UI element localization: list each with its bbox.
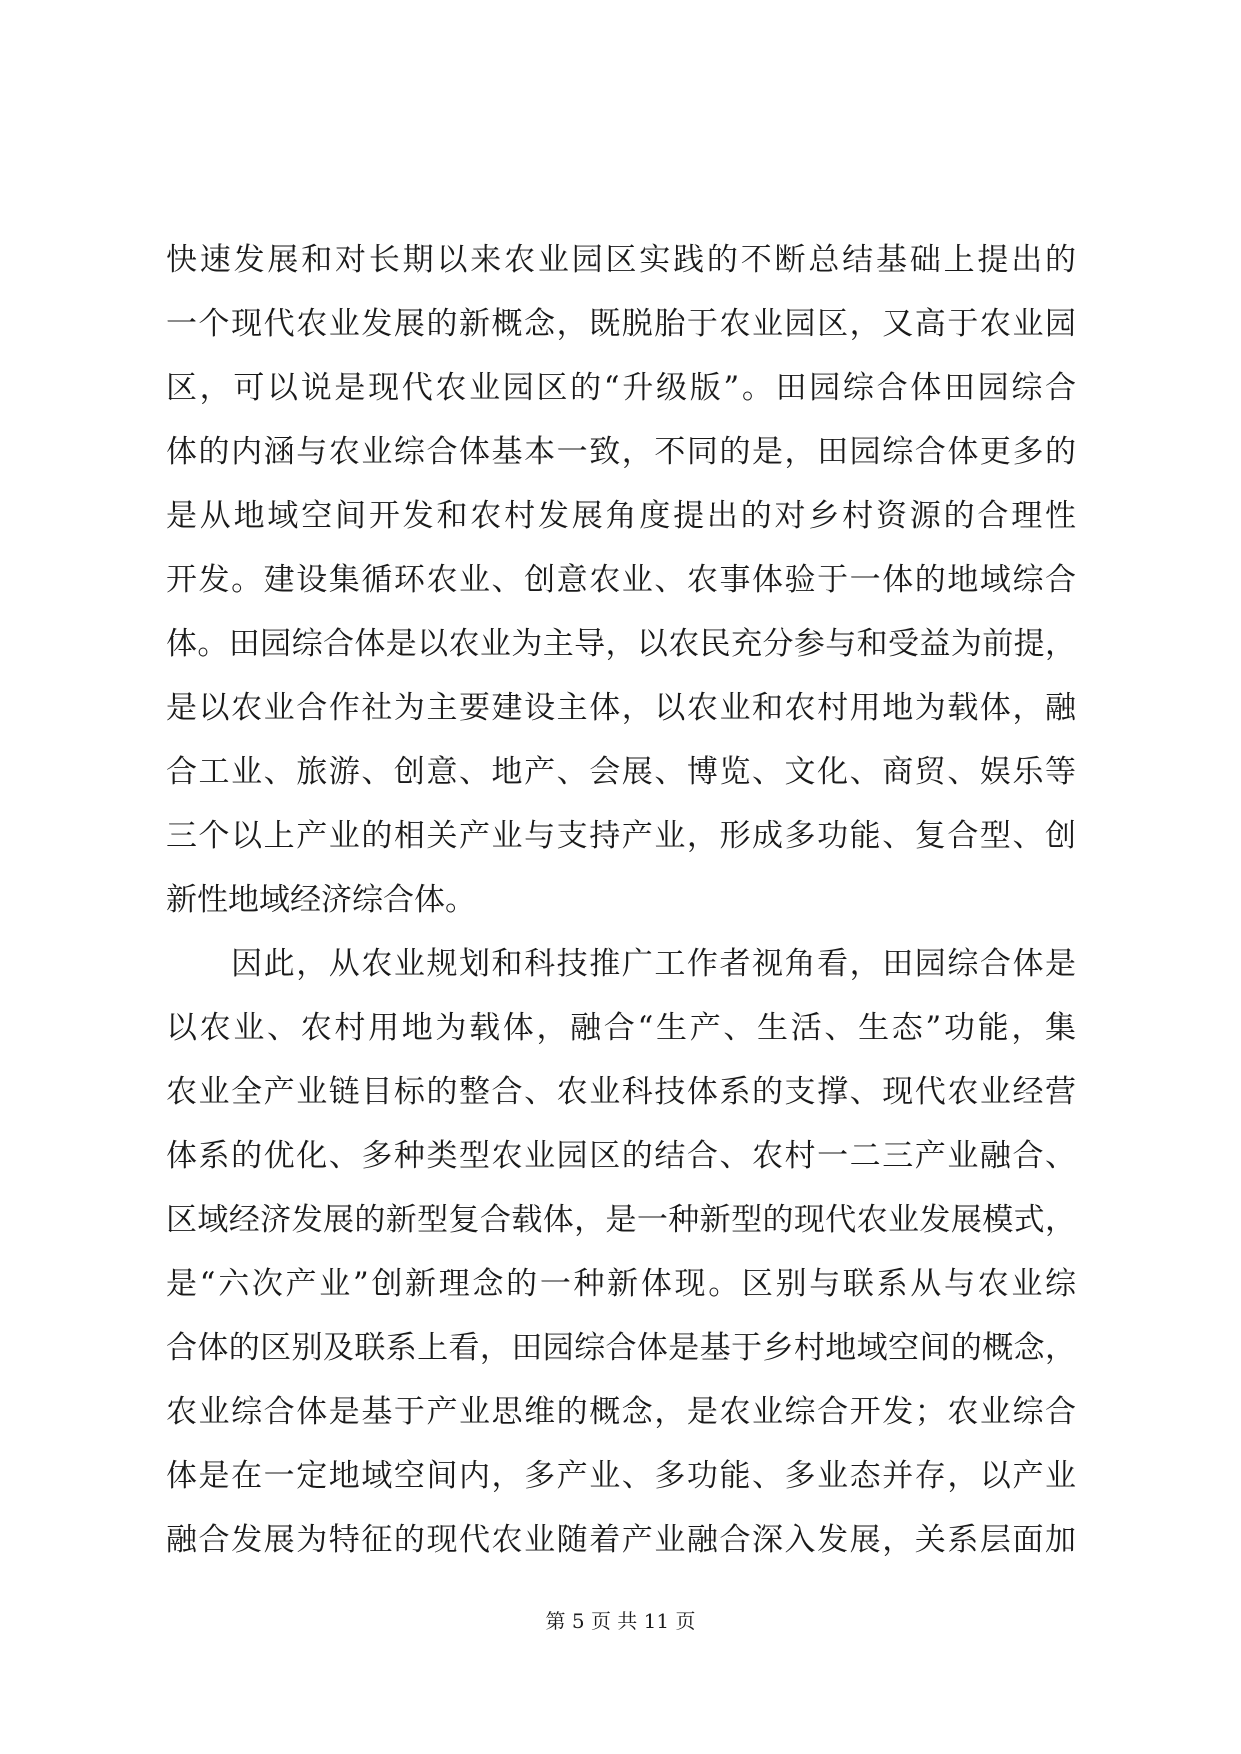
text-line: 农业综合体是基于产业思维的概念，是农业综合开发；农业综合 [166, 1394, 1076, 1430]
text-line: 体系的优化、多种类型农业园区的结合、农村一二三产业融合、 [166, 1138, 1076, 1174]
text-line: 合工业、旅游、创意、地产、会展、博览、文化、商贸、娱乐等 [166, 754, 1076, 790]
text-line: 体的内涵与农业综合体基本一致，不同的是，田园综合体更多的 [166, 434, 1076, 470]
text-line: 农业全产业链目标的整合、农业科技体系的支撑、现代农业经营 [166, 1074, 1076, 1110]
text-line: 区域经济发展的新型复合载体，是一种新型的现代农业发展模式， [166, 1202, 1076, 1238]
text-line: 体是在一定地域空间内，多产业、多功能、多业态并存，以产业 [166, 1458, 1076, 1494]
page-number-footer: 第 5 页 共 11 页 [545, 1609, 696, 1633]
body-text [166, 228, 1076, 1572]
text-line: 合体的区别及联系上看，田园综合体是基于乡村地域空间的概念， [166, 1330, 1076, 1366]
text-line: 开发。建设集循环农业、创意农业、农事体验于一体的地域综合 [166, 562, 1076, 598]
text-line: 是从地域空间开发和农村发展角度提出的对乡村资源的合理性 [166, 498, 1076, 534]
text-line: 因此，从农业规划和科技推广工作者视角看，田园综合体是 [166, 946, 1076, 982]
text-line: 是“六次产业”创新理念的一种新体现。区别与联系从与农业综 [166, 1266, 1076, 1302]
text-line: 快速发展和对长期以来农业园区实践的不断总结基础上提出的 [166, 242, 1076, 278]
text-line: 以农业、农村用地为载体，融合“生产、生活、生态”功能，集 [166, 1010, 1076, 1046]
text-line: 体。田园综合体是以农业为主导，以农民充分参与和受益为前提， [166, 626, 1076, 662]
text-line: 新性地域经济综合体。 [166, 882, 476, 918]
text-line: 融合发展为特征的现代农业随着产业融合深入发展，关系层面加 [166, 1522, 1076, 1558]
text-line: 三个以上产业的相关产业与支持产业，形成多功能、复合型、创 [166, 818, 1076, 854]
text-line: 是以农业合作社为主要建设主体，以农业和农村用地为载体，融 [166, 690, 1076, 726]
text-line: 一个现代农业发展的新概念，既脱胎于农业园区，又高于农业园 [166, 306, 1076, 342]
text-line: 区，可以说是现代农业园区的“升级版”。田园综合体田园综合 [166, 370, 1076, 406]
